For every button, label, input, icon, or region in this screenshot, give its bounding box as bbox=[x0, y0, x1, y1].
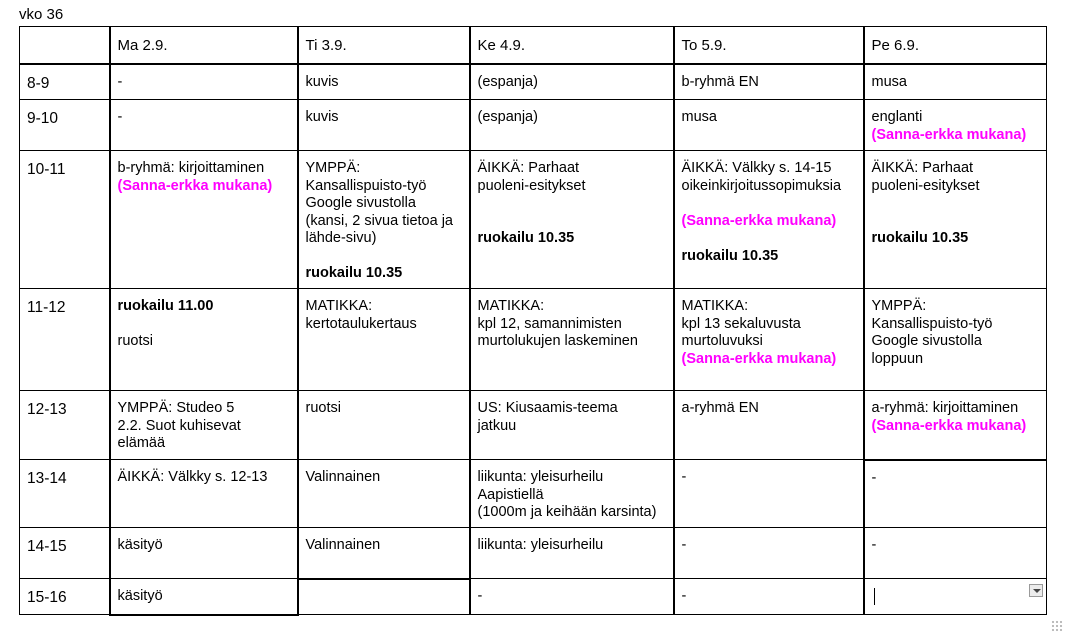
cell-dropdown-button[interactable] bbox=[1029, 584, 1043, 597]
schedule-cell[interactable] bbox=[298, 64, 470, 100]
cell-content bbox=[299, 151, 469, 283]
cell-line: liikunta: yleisurheilu bbox=[477, 537, 604, 553]
day-header-cell[interactable] bbox=[110, 27, 298, 64]
blank-line bbox=[872, 195, 1040, 230]
cell-line: musa bbox=[681, 109, 717, 125]
schedule-cell[interactable] bbox=[110, 460, 298, 528]
cell-line: ÄIKKÄ: Parhaat bbox=[871, 160, 974, 176]
blank-line bbox=[306, 248, 462, 266]
cell-content bbox=[675, 579, 863, 606]
blank-line bbox=[682, 195, 856, 213]
schedule-cell[interactable] bbox=[674, 64, 864, 100]
time-slot-cell[interactable] bbox=[20, 151, 110, 289]
cell-line: ruotsi bbox=[117, 333, 153, 349]
cell-content bbox=[111, 391, 297, 453]
cell-content bbox=[299, 289, 469, 333]
schedule-cell[interactable] bbox=[674, 289, 864, 391]
schedule-cell[interactable] bbox=[470, 151, 674, 289]
schedule-row bbox=[20, 151, 1047, 289]
cell-content bbox=[865, 65, 1047, 92]
cell-line: - bbox=[681, 588, 687, 604]
cell-line: kertotaulukertaus bbox=[305, 315, 417, 332]
schedule-row bbox=[20, 64, 1047, 100]
cell-line: MATIKKA: bbox=[305, 298, 373, 314]
cell-line: - bbox=[871, 469, 877, 486]
time-slot-label: 14-15 bbox=[27, 538, 67, 555]
cell-line: MATIKKA: bbox=[477, 298, 545, 314]
schedule-cell[interactable] bbox=[298, 579, 470, 615]
cell-content bbox=[471, 151, 673, 248]
schedule-cell[interactable] bbox=[470, 100, 674, 151]
cell-line: - bbox=[871, 537, 877, 553]
schedule-cell[interactable] bbox=[674, 151, 864, 289]
schedule-cell[interactable] bbox=[864, 579, 1047, 615]
cell-content bbox=[471, 100, 673, 127]
cell-line: kuvis bbox=[305, 109, 339, 125]
schedule-row bbox=[20, 528, 1047, 579]
cell-content bbox=[865, 528, 1047, 555]
cell-content bbox=[299, 528, 469, 555]
cell-line: YMPPÄ: bbox=[871, 298, 927, 314]
lunch-time: ruokailu 10.35 bbox=[305, 265, 403, 281]
schedule-row bbox=[20, 100, 1047, 151]
day-header-cell[interactable] bbox=[864, 27, 1047, 64]
schedule-cell[interactable] bbox=[470, 528, 674, 579]
time-slot-cell[interactable] bbox=[20, 100, 110, 151]
cell-line: YMPPÄ: bbox=[305, 160, 361, 176]
blank-line bbox=[478, 195, 666, 230]
time-slot-label: 11-12 bbox=[27, 299, 66, 316]
cell-line: (1000m ja keihään karsinta) bbox=[477, 504, 657, 520]
cell-content bbox=[111, 289, 297, 351]
day-header-label: To 5.9. bbox=[681, 37, 727, 54]
cell-line: a-ryhmä EN bbox=[681, 400, 759, 416]
week-title: vko 36 bbox=[19, 6, 64, 23]
schedule-row bbox=[20, 579, 1047, 615]
schedule-cell[interactable] bbox=[864, 64, 1047, 100]
schedule-cell[interactable] bbox=[864, 289, 1047, 391]
text-cursor bbox=[874, 588, 875, 605]
assistant-note: (Sanna-erkka mukana) bbox=[871, 417, 1027, 434]
cell-line: kpl 12, samannimisten bbox=[477, 315, 622, 332]
cell-line: Valinnainen bbox=[305, 537, 381, 553]
cell-content bbox=[865, 391, 1047, 435]
cell-line bbox=[872, 588, 1040, 608]
schedule-cell[interactable] bbox=[298, 391, 470, 460]
cell-content bbox=[865, 579, 1047, 608]
time-slot-cell[interactable] bbox=[20, 64, 110, 100]
cell-line: Valinnainen bbox=[305, 469, 381, 485]
schedule-cell[interactable] bbox=[298, 460, 470, 528]
cell-line: (espanja) bbox=[477, 73, 538, 90]
cell-line: Kansallispuisto-työ bbox=[305, 177, 427, 194]
time-slot-label: 15-16 bbox=[27, 589, 67, 606]
schedule-cell[interactable] bbox=[864, 391, 1047, 460]
schedule-cell[interactable] bbox=[674, 460, 864, 528]
cell-line: - bbox=[477, 588, 483, 604]
cell-line: ruotsi bbox=[305, 400, 341, 416]
cell-line: englanti bbox=[871, 109, 923, 125]
assistant-note: (Sanna-erkka mukana) bbox=[871, 126, 1027, 143]
time-slot-label: 10-11 bbox=[27, 161, 66, 178]
cell-content bbox=[675, 100, 863, 127]
cell-line: kpl 13 sekaluvusta bbox=[681, 315, 801, 332]
cell-content bbox=[111, 65, 297, 92]
cell-line: MATIKKA: bbox=[681, 298, 749, 314]
blank-line bbox=[682, 230, 856, 248]
cell-content bbox=[675, 289, 863, 368]
time-slot-label: 9-10 bbox=[27, 110, 59, 127]
cell-line: loppuun bbox=[871, 350, 924, 367]
day-header-label: Ke 4.9. bbox=[477, 37, 526, 54]
cell-line: jatkuu bbox=[477, 417, 517, 434]
schedule-cell[interactable] bbox=[298, 289, 470, 391]
schedule-cell[interactable] bbox=[674, 528, 864, 579]
day-header-label: Ti 3.9. bbox=[305, 37, 347, 54]
schedule-cell[interactable] bbox=[298, 100, 470, 151]
schedule-cell[interactable] bbox=[674, 100, 864, 151]
schedule-cell[interactable] bbox=[674, 579, 864, 615]
cell-content bbox=[865, 289, 1047, 368]
cell-line: musa bbox=[871, 73, 907, 90]
resize-grip[interactable] bbox=[1051, 620, 1063, 632]
schedule-row bbox=[20, 460, 1047, 528]
cell-content bbox=[675, 65, 863, 92]
cell-line: puoleni-esitykset bbox=[871, 177, 980, 194]
schedule-cell[interactable] bbox=[110, 289, 298, 391]
cell-content bbox=[675, 391, 863, 418]
cell-line: US: Kiusaamis-teema bbox=[477, 400, 618, 416]
cell-line: käsityö bbox=[117, 537, 163, 553]
time-slot-cell[interactable] bbox=[20, 528, 110, 579]
schedule-cell[interactable] bbox=[470, 64, 674, 100]
schedule-cell[interactable] bbox=[864, 151, 1047, 289]
cell-line: - bbox=[681, 469, 687, 485]
schedule-cell[interactable] bbox=[864, 460, 1047, 528]
schedule-row bbox=[20, 391, 1047, 460]
cell-content bbox=[299, 460, 469, 487]
time-slot-label: 12-13 bbox=[27, 401, 67, 418]
cell-line: Kansallispuisto-työ bbox=[871, 315, 993, 332]
cell-content bbox=[865, 100, 1047, 144]
cell-content bbox=[111, 151, 297, 195]
cell-line: b-ryhmä: kirjoittaminen bbox=[117, 160, 265, 176]
cell-line: (kansi, 2 sivua tietoa ja bbox=[305, 212, 453, 229]
day-header-label: Pe 6.9. bbox=[871, 37, 920, 54]
cell-content bbox=[111, 579, 297, 606]
schedule-table bbox=[19, 26, 1047, 616]
cell-content bbox=[111, 100, 297, 127]
schedule-cell[interactable] bbox=[470, 289, 674, 391]
assistant-note: (Sanna-erkka mukana) bbox=[681, 212, 837, 229]
lunch-time: ruokailu 10.35 bbox=[871, 230, 969, 246]
cell-content bbox=[471, 579, 673, 606]
blank-line bbox=[118, 316, 290, 334]
schedule-cell[interactable] bbox=[864, 528, 1047, 579]
schedule-cell[interactable] bbox=[470, 460, 674, 528]
cell-content bbox=[299, 580, 469, 589]
cell-line: oikeinkirjoitussopimuksia bbox=[681, 177, 842, 194]
cell-line: a-ryhmä: kirjoittaminen bbox=[871, 400, 1019, 416]
cell-content bbox=[675, 460, 863, 487]
time-slot-cell[interactable] bbox=[20, 289, 110, 391]
cell-content bbox=[471, 391, 673, 435]
cell-content bbox=[299, 65, 469, 92]
cell-content bbox=[299, 391, 469, 418]
header-row bbox=[20, 27, 1047, 64]
schedule-cell[interactable] bbox=[470, 391, 674, 460]
day-header-label: Ma 2.9. bbox=[117, 37, 168, 54]
schedule-cell[interactable] bbox=[110, 528, 298, 579]
lunch-time: ruokailu 10.35 bbox=[477, 230, 575, 246]
cell-line: puoleni-esitykset bbox=[477, 177, 586, 194]
cell-line: kuvis bbox=[305, 73, 339, 90]
cell-line: Google sivustolla bbox=[305, 195, 416, 211]
cell-content bbox=[111, 460, 297, 487]
cell-line: elämää bbox=[117, 435, 166, 451]
schedule-cell[interactable] bbox=[298, 528, 470, 579]
cell-line: käsityö bbox=[117, 588, 163, 604]
cell-line: murtoluvuksi bbox=[681, 333, 763, 349]
cell-content bbox=[299, 100, 469, 127]
schedule-cell[interactable] bbox=[110, 151, 298, 289]
schedule-cell[interactable] bbox=[298, 151, 470, 289]
time-slot-cell[interactable] bbox=[20, 460, 110, 528]
cell-content bbox=[471, 289, 673, 351]
schedule-cell[interactable] bbox=[110, 579, 298, 615]
schedule-cell[interactable] bbox=[864, 100, 1047, 151]
schedule-cell[interactable] bbox=[110, 64, 298, 100]
assistant-note: (Sanna-erkka mukana) bbox=[681, 350, 837, 367]
cell-line: Google sivustolla bbox=[871, 333, 982, 349]
time-slot-cell[interactable] bbox=[20, 579, 110, 615]
schedule-cell[interactable] bbox=[110, 391, 298, 460]
cell-line: Aapistiellä bbox=[477, 486, 544, 503]
day-header-cell[interactable] bbox=[470, 27, 674, 64]
corner-cell[interactable] bbox=[20, 27, 110, 64]
cell-line: liikunta: yleisurheilu bbox=[477, 469, 604, 485]
cell-line: lähde-sivu) bbox=[305, 230, 377, 246]
time-slot-cell[interactable] bbox=[20, 391, 110, 460]
cell-content bbox=[675, 528, 863, 555]
cell-content bbox=[471, 65, 673, 92]
cell-content bbox=[675, 151, 863, 265]
time-slot-label: 13-14 bbox=[27, 470, 67, 487]
cell-line: - bbox=[117, 109, 123, 125]
cell-content bbox=[865, 461, 1047, 488]
cell-content bbox=[865, 151, 1047, 248]
cell-line: murtolukujen laskeminen bbox=[477, 333, 638, 349]
cell-line: 2.2. Suot kuhisevat bbox=[117, 417, 241, 434]
cell-content bbox=[471, 528, 673, 555]
cell-line: (espanja) bbox=[477, 109, 538, 125]
day-header-cell[interactable] bbox=[674, 27, 864, 64]
cell-line: ÄIKKÄ: Välkky s. 14-15 bbox=[681, 160, 832, 176]
cell-line: - bbox=[117, 73, 123, 90]
cell-content bbox=[471, 460, 673, 522]
lunch-time: ruokailu 11.00 bbox=[117, 298, 214, 314]
day-header-cell[interactable] bbox=[298, 27, 470, 64]
schedule-row bbox=[20, 289, 1047, 391]
cell-line: YMPPÄ: Studeo 5 bbox=[117, 400, 235, 416]
time-slot-label: 8-9 bbox=[27, 74, 50, 92]
cell-line: ÄIKKÄ: Välkky s. 12-13 bbox=[117, 469, 268, 485]
cell-line: ÄIKKÄ: Parhaat bbox=[477, 160, 580, 176]
cell-line: b-ryhmä EN bbox=[681, 73, 759, 90]
lunch-time: ruokailu 10.35 bbox=[681, 247, 779, 264]
assistant-note: (Sanna-erkka mukana) bbox=[117, 177, 273, 194]
schedule-cell[interactable] bbox=[674, 391, 864, 460]
schedule-cell[interactable] bbox=[110, 100, 298, 151]
cell-line: - bbox=[681, 537, 687, 553]
schedule-cell[interactable] bbox=[470, 579, 674, 615]
cell-content bbox=[111, 528, 297, 555]
